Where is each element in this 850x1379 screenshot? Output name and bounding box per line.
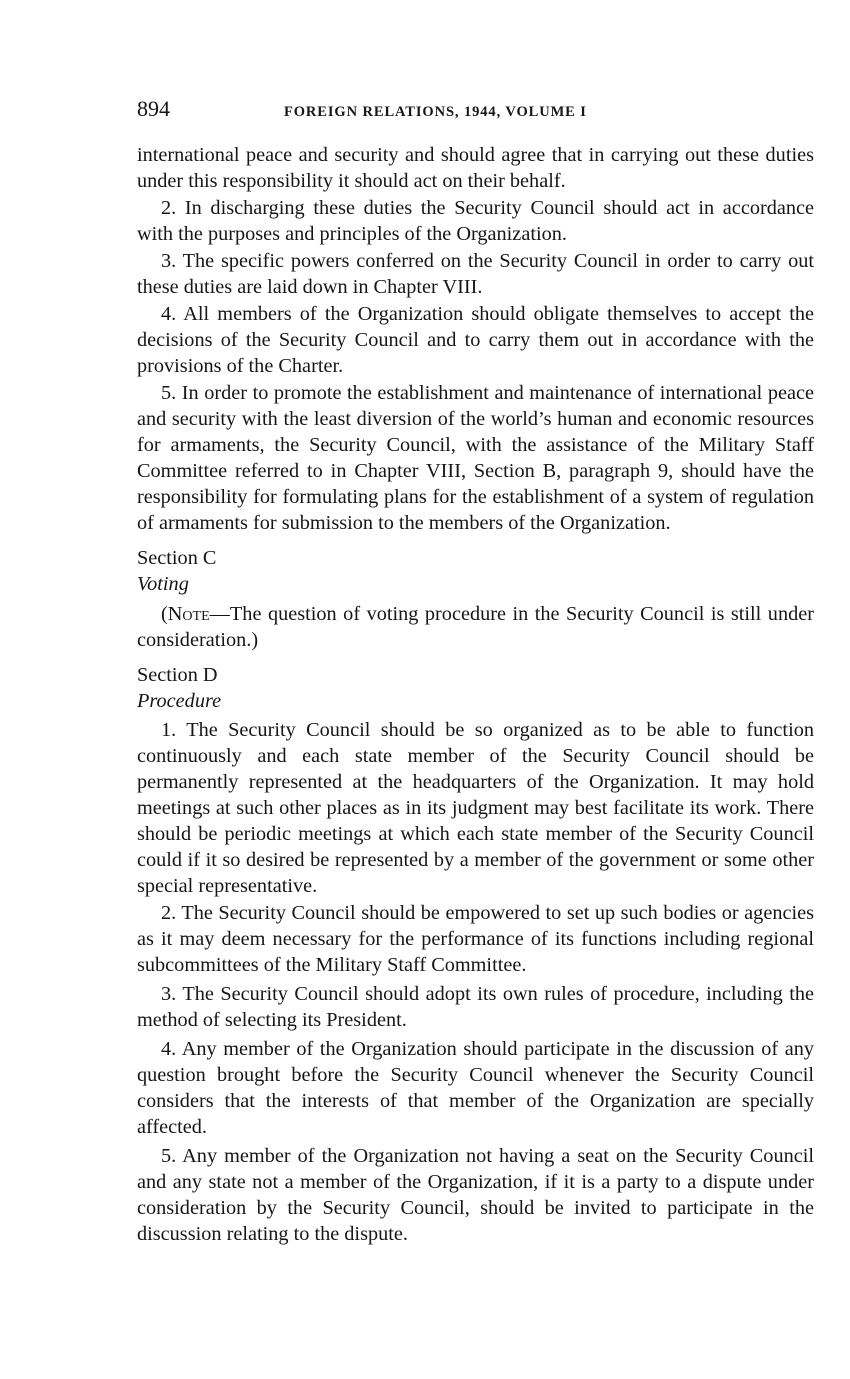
paragraph-b-2: 2. In discharging these duties the Security Council should act in accordance with the purposes and principles of the Organization. — [137, 197, 814, 245]
paragraph-d-1: 1. The Security Council should be so organized as to be able to function continuously and each state member of the Security Council should be permanently represented at the headquarters of the Organization. It may hold meetings at such other places as in its judgment may best facilitate its work. There should be periodic meetings at which each state member of the Security Council could if it so desired be represented by a member of the government or some other special representative. — [137, 719, 814, 897]
running-head: FOREIGN RELATIONS, 1944, VOLUME I — [284, 104, 587, 120]
voting-note — [137, 601, 814, 653]
paragraph-d-4: 4. Any member of the Organization should participate in the discussion of any question brought before the Security Council whenever the Security Council considers that the interests of that member of the Organization are specially affected. — [137, 1038, 814, 1138]
document-page — [137, 96, 814, 1247]
paragraph-d-2: 2. The Security Council should be empowered to set up such bodies or agencies as it may deem necessary for the performance of its functions including regional subcommittees of the Military Staff Committee. — [137, 902, 814, 976]
section-d-label: Section D — [137, 664, 218, 686]
note-text: —The question of voting procedure in the Security Council is still under consideration.) — [137, 603, 814, 651]
paragraph-d-3: 3. The Security Council should adopt its own rules of procedure, including the method of selecting its President. — [137, 983, 814, 1031]
section-d-title: Procedure — [137, 690, 222, 712]
section-c-title: Voting — [137, 573, 189, 595]
note-open-paren: ( — [161, 603, 168, 625]
paragraph-b-3: 3. The specific powers conferred on the Security Council in order to carry out these duties are laid down in Chapter VIII. — [137, 250, 814, 298]
paragraph-b-4: 4. All members of the Organization should obligate themselves to accept the decisions of the Security Council and to carry them out in accordance with the provisions of the Charter. — [137, 303, 814, 377]
page-header — [137, 96, 814, 126]
page-number: 894 — [137, 96, 170, 121]
paragraph-d-5: 5. Any member of the Organization not having a seat on the Security Council and any state not a member of the Organization, if it is a party to a dispute under consideration by the Security Council, should be invited to participate in the discussion relating to the dispute. — [137, 1145, 814, 1245]
continuation-paragraph: international peace and security and should agree that in carrying out these duties under this responsibility it should act on their behalf. — [137, 144, 814, 192]
note-label: Note — [167, 603, 210, 625]
section-c-label: Section C — [137, 547, 217, 569]
paragraph-b-5: 5. In order to promote the establishment and maintenance of international peace and security with the least diversion of the world’s human and economic resources for armaments, the Security Council, with the assistance of the Military Staff Committee referred to in Chapter VIII, Section B, paragraph 9, should have the responsibility for formulating plans for the establishment of a system of regulation of armaments for submission to the members of the Organization. — [137, 382, 814, 534]
